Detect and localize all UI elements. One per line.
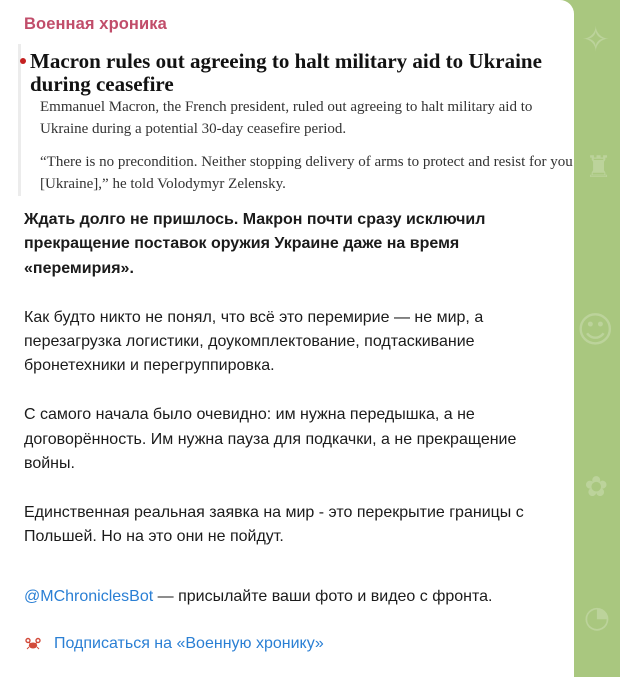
- subscribe-link[interactable]: Подписаться на «Военную хронику»: [54, 635, 324, 652]
- chat-wallpaper: ✧ ♜ ☺ ✿ ◔: [576, 20, 614, 635]
- bot-link[interactable]: @MChroniclesBot: [24, 588, 154, 605]
- article-lead: Emmanuel Macron, the French president, ruled out agreeing to halt military aid to Ukraine during a potential 30-day ceasefire period.: [40, 99, 533, 137]
- message-paragraph-3: С самого начала было очевидно: им нужна передышка, а не договорённость. Им нужна пауза для подкачки, а не прекращение войны.: [24, 406, 517, 473]
- channel-name[interactable]: Военная хроника: [24, 15, 167, 33]
- subscribe-line: [24, 635, 324, 653]
- bot-line: [24, 588, 493, 606]
- crab-icon: [24, 635, 42, 653]
- message-paragraph-4: Единственная реальная заявка на мир - это перекрытие границы с Польшей. Но на это они не пойдут.: [24, 503, 524, 546]
- message-paragraph-1: Ждать долго не пришлось. Макрон почти сразу исключил прекращение поставок оружия Украине даже на время «перемирия».: [24, 211, 486, 277]
- article-headline: Macron rules out agreeing to halt military aid to Ukraine during ceasefire: [30, 49, 542, 96]
- article-citation: “There is no precondition. Neither stopping delivery of arms to protect and resist for you [Ukraine],” he told Volodymyr Zelensky.: [40, 154, 573, 192]
- message-text: [24, 208, 564, 550]
- bot-text: — присылайте ваши фото и видео с фронта.: [153, 588, 493, 605]
- quote-bar: [18, 44, 21, 196]
- message-paragraph-2: Как будто никто не понял, что всё это перемирие — не мир, а перезагрузка логистики, доукомплектование, подтаскивание бронетехники и перегруппировка.: [24, 308, 484, 375]
- live-dot-icon: [20, 58, 26, 64]
- article-quote: [18, 44, 573, 196]
